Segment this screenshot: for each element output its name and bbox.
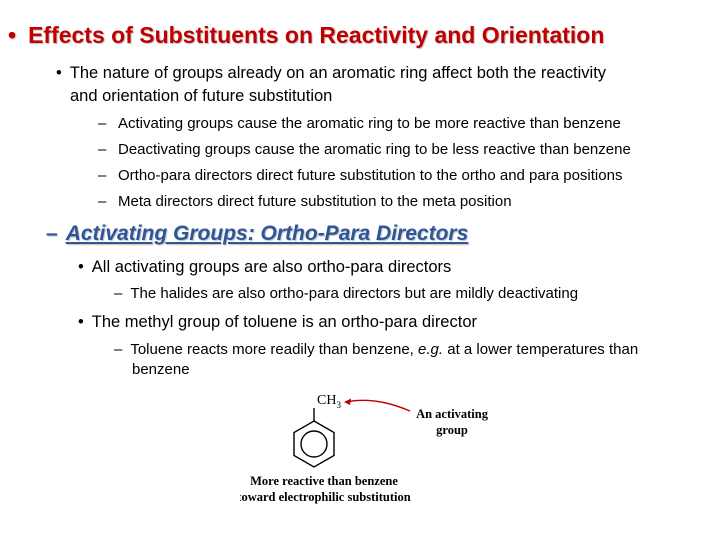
- point-text: Activating groups cause the aromatic ring to be more reactive than benzene: [118, 115, 621, 132]
- sub-text: The halides are also ortho-para directors but are mildly deactivating: [130, 285, 579, 302]
- dash-icon: –: [98, 115, 107, 132]
- bullet-text: All activating groups are also ortho-para directors: [91, 258, 452, 276]
- subheading-text: Activating Groups: Ortho-Para Directors: [65, 222, 469, 245]
- bullet-icon: •: [56, 64, 62, 82]
- bullet-icon: •: [78, 313, 84, 331]
- toluene-diagram: [240, 388, 500, 513]
- bullet-icon: •: [8, 22, 17, 48]
- slide-title: [8, 22, 604, 49]
- methyl-label: [317, 393, 341, 410]
- title-text: Effects of Substituents on Reactivity and Orientation: [28, 22, 605, 48]
- subheading: [46, 222, 468, 246]
- activating-sub-2: [114, 340, 638, 360]
- sub-text-cont: at a lower temperatures than: [443, 341, 639, 358]
- dash-icon: –: [114, 285, 123, 302]
- intro-bullet: [56, 63, 606, 84]
- point-text: Deactivating groups cause the aromatic ring to be less reactive than benzene: [118, 141, 631, 158]
- point-text: Ortho-para directors direct future substitution to the ortho and para positions: [118, 167, 623, 184]
- bullet-icon: •: [78, 258, 84, 276]
- eg-text: e.g.: [418, 341, 444, 358]
- activating-sub-2-line-2: benzene: [132, 361, 190, 378]
- dash-icon: –: [98, 141, 107, 158]
- point-text: Meta directors direct future substitution to the meta position: [118, 193, 512, 210]
- methyl-subscript: 3: [336, 400, 341, 410]
- bullet-text: The methyl group of toluene is an ortho-para director: [91, 313, 477, 331]
- benzene-ring: [294, 408, 334, 467]
- caption-line-1: More reactive than benzene: [250, 474, 398, 488]
- annotation-line-1: An activating: [416, 407, 488, 421]
- toluene-figure: [240, 388, 500, 513]
- arrow-icon: [346, 400, 410, 411]
- dash-icon: –: [98, 167, 107, 184]
- dash-icon: –: [46, 222, 58, 245]
- dash-icon: –: [114, 341, 123, 358]
- activating-bullet-1: [78, 257, 451, 278]
- activating-bullet-2: [78, 312, 477, 333]
- arrowhead-icon: [344, 399, 351, 406]
- methyl-text: CH: [317, 393, 337, 408]
- caption-line-2: toward electrophilic substitution: [240, 490, 411, 504]
- intro-line-2: and orientation of future substitution: [70, 87, 333, 105]
- sub-text: Toluene reacts more readily than benzene,: [130, 341, 419, 358]
- intro-line-1: The nature of groups already on an aromatic ring affect both the reactivity: [69, 64, 607, 82]
- annotation-line-2: group: [436, 423, 468, 437]
- activating-sub-1: [114, 284, 578, 304]
- dash-icon: –: [98, 193, 107, 210]
